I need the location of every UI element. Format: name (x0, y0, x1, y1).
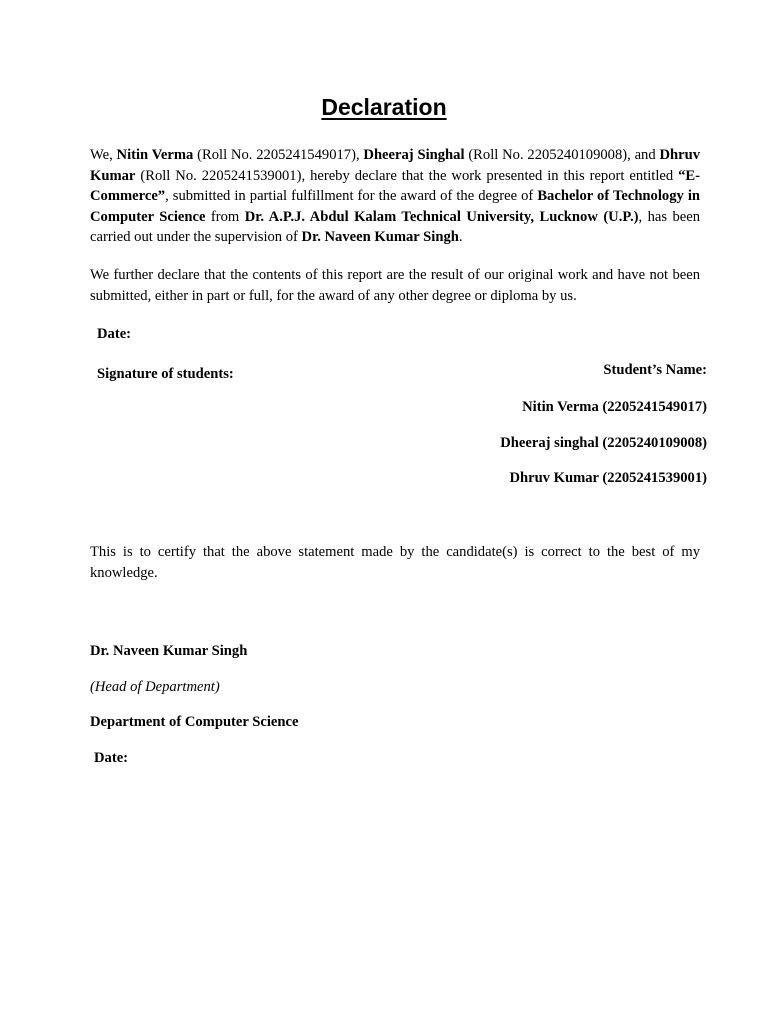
university-name: Dr. A.P.J. Abdul Kalam Technical University, Lucknow (U.P.) (244, 208, 639, 225)
text-period: . (458, 229, 463, 245)
further-declaration-paragraph: We further declare that the contents of this report are the result of our original work and have not been submitted, either in part or full, for the award of any other degree or diploma by us. (90, 267, 700, 304)
student-entry: Dhruv Kumar (2205241539001) (509, 470, 707, 486)
text-supervision: , has been carried out under the supervision of (90, 208, 701, 245)
student-roll-1: (Roll No. 2205241549017), (193, 147, 364, 163)
student-entry: Nitin Verma (2205241549017) (522, 399, 707, 415)
text-submitted: , submitted in partial fulfillment for the award of the degree of (165, 188, 538, 204)
students-date-label: Date: (97, 326, 132, 342)
certification-paragraph: This is to certify that the above statement made by the candidate(s) is correct to the best of my knowledge. (90, 544, 700, 581)
student-entry: Dheeraj singhal (2205240109008) (500, 435, 707, 451)
hod-designation: (Head of Department) (90, 679, 220, 695)
students-names-heading: Student’s Name: (603, 362, 707, 378)
project-title: “E-Commerce” (90, 167, 700, 204)
declaration-paragraph (90, 145, 700, 248)
student-roll-3: (Roll No. 2205241539001), hereby declare that the work presented in this report entitled (135, 167, 679, 184)
student-roll-2: (Roll No. 2205240109008), and (464, 147, 660, 163)
hod-name: Dr. Naveen Kumar Singh (90, 643, 248, 659)
student-name-1: Nitin Verma (116, 147, 194, 163)
supervisor-name: Dr. Naveen Kumar Singh (301, 229, 459, 245)
student-name-2: Dheeraj Singhal (363, 147, 465, 163)
hod-date-label: Date: (94, 750, 129, 766)
page-title: Declaration (321, 94, 447, 120)
student-name-3: Dhruv Kumar (90, 147, 701, 184)
text-from: from (205, 208, 245, 225)
hod-department: Department of Computer Science (90, 714, 299, 730)
text-we: We, (90, 147, 117, 163)
degree-name: Bachelor of Technology in Computer Science (90, 188, 700, 225)
signature-label: Signature of students: (97, 366, 234, 382)
